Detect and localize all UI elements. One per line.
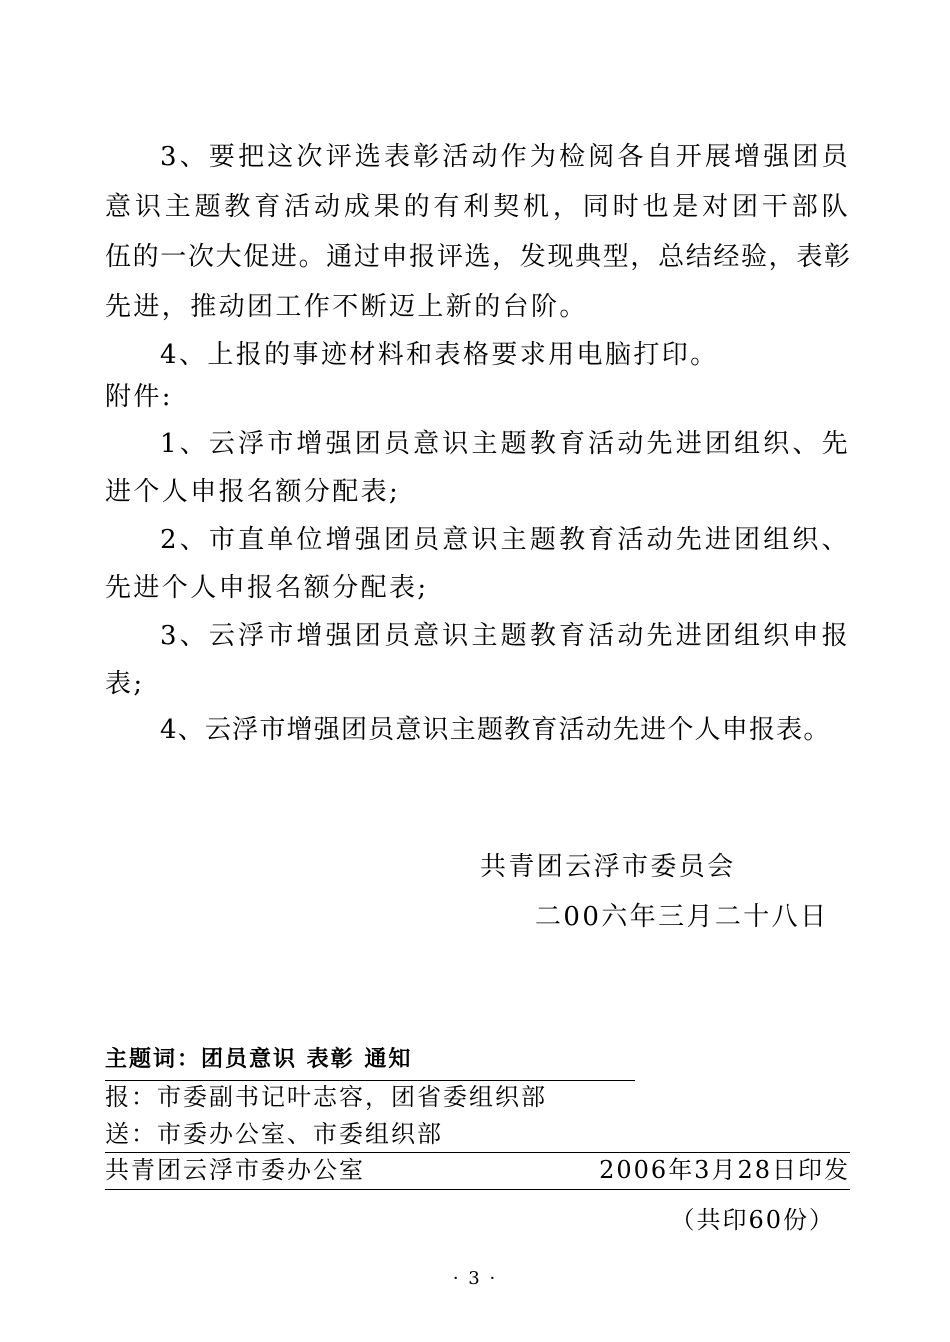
- body-paragraph-3-line-3: 伍的一次大促进。通过申报评选，发现典型，总结经验，表彰: [105, 242, 850, 272]
- report-to: 报：市委副书记叶志容，团省委组织部: [105, 1083, 547, 1111]
- send-to: 送：市委办公室、市委组织部: [105, 1120, 443, 1148]
- attachment-2-line-1: 2、市直单位增强团员意识主题教育活动先进团组织、: [160, 525, 850, 555]
- attachment-1-line-1: 1、云浮市增强团员意识主题教育活动先进团组织、先: [160, 429, 850, 459]
- page-number: · 3 ·: [452, 1268, 498, 1289]
- attachment-3-line-2: 表;: [105, 669, 145, 699]
- attachment-3-line-1: 3、云浮市增强团员意识主题教育活动先进团组织申报: [160, 621, 850, 651]
- body-paragraph-4: 4、上报的事迹材料和表格要求用电脑打印。: [160, 340, 719, 370]
- attachments-label: 附件:: [105, 382, 173, 412]
- body-paragraph-3-line-1: 3、要把这次评选表彰活动作为检阅各自开展增强团员: [160, 142, 850, 172]
- signature-date: 二00六年三月二十八日: [535, 902, 829, 932]
- body-paragraph-3-line-4: 先进，推动团工作不断迈上新的台阶。: [105, 292, 588, 322]
- issuer-row: [105, 1150, 850, 1190]
- attachment-4: 4、云浮市增强团员意识主题教育活动先进个人申报表。: [160, 715, 831, 745]
- issuer: 共青团云浮市委办公室: [105, 1156, 365, 1184]
- signature-org: 共青团云浮市委员会: [480, 852, 736, 882]
- attachment-1-line-2: 进个人申报名额分配表;: [105, 477, 401, 507]
- keywords: 主题词：团员意识 表彰 通知: [105, 1047, 413, 1072]
- body-paragraph-3-line-2: 意识主题教育活动成果的有利契机，同时也是对团干部队: [105, 192, 850, 222]
- attachment-2-line-2: 先进个人申报名额分配表;: [105, 573, 429, 603]
- footer-rule-bottom: [105, 1189, 850, 1190]
- copies: （共印60份）: [670, 1206, 835, 1234]
- issue-date: 2006年3月28日印发: [599, 1156, 850, 1184]
